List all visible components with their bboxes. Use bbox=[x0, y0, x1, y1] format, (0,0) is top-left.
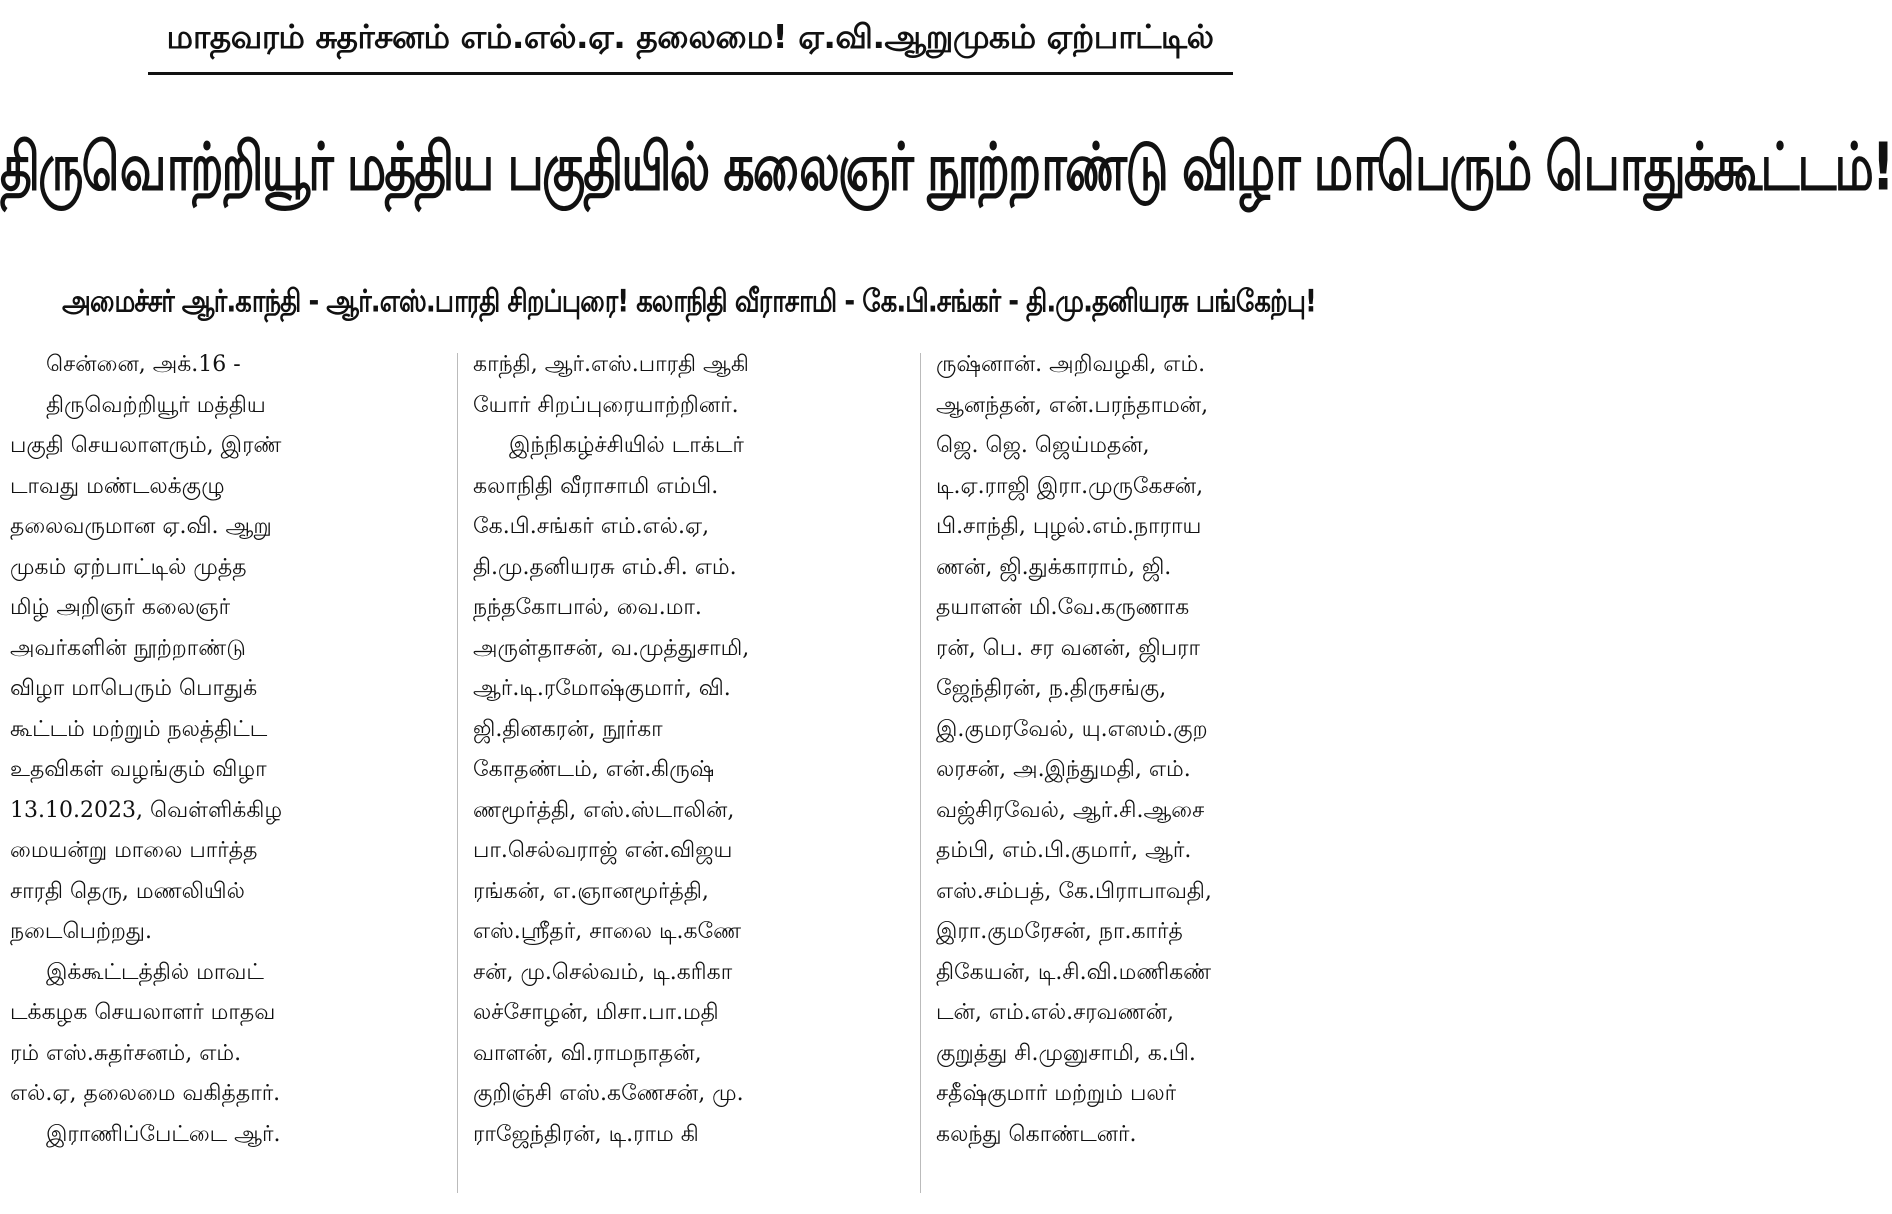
column-line: ஆர்.டி.ரமோஷ்குமார், வி. bbox=[473, 676, 731, 701]
column-line: மிழ் அறிஞர் கலைஞர் bbox=[10, 595, 231, 620]
column-line: டன், எம்.எல்.சரவணன், bbox=[936, 1000, 1175, 1025]
column-line: எஸ்.ஸ்ரீதர், சாலை டி.கணே bbox=[473, 919, 742, 944]
column-line: சாரதி தெரு, மணலியில் bbox=[10, 878, 245, 904]
column-line: ணன், ஜி.துக்காராம், ஜி. bbox=[936, 554, 1172, 580]
column-line: ருஷ்னான். அறிவழகி, எம். bbox=[936, 352, 1206, 377]
column-line: டக்கழக செயலாளர் மாதவ bbox=[10, 1000, 276, 1025]
column-line: ரம் எஸ்.சுதர்சனம், எம். bbox=[10, 1040, 242, 1066]
column-line: திகேயன், டி.சி.வி.மணிகண் bbox=[936, 959, 1212, 985]
column-line: காந்தி, ஆர்.எஸ்.பாரதி ஆகி bbox=[473, 352, 749, 377]
column-line: டி.ஏ.ராஜி இரா.முருகேசன், bbox=[936, 473, 1204, 499]
column-line: வஜ்சிரவேல், ஆர்.சி.ஆசை bbox=[936, 797, 1205, 823]
column-line: விழா மாபெரும் பொதுக் bbox=[10, 676, 258, 701]
column-line: தலைவருமான ஏ.வி. ஆறு bbox=[10, 514, 272, 539]
article-body bbox=[0, 345, 1378, 1205]
column-line: இ.குமரவேல், யு.எஸம்.குற bbox=[936, 716, 1208, 742]
column-line: ஜெ. ஜெ. ஜெய்மதன், bbox=[936, 433, 1150, 458]
column-line: முகம் ஏற்பாட்டில் முத்த bbox=[10, 554, 247, 580]
column-line: சதீஷ்குமார் மற்றும் பலர் bbox=[936, 1081, 1177, 1106]
body-column-3 bbox=[936, 345, 1361, 1155]
column-line: கூட்டம் மற்றும் நலத்திட்ட bbox=[10, 716, 268, 742]
column-line: மையன்று மாலை பார்த்த bbox=[10, 838, 258, 863]
column-line: குறுத்து சி.முனுசாமி, க.பி. bbox=[936, 1040, 1196, 1066]
column-line: தயாளன் மி.வே.கருணாக bbox=[936, 595, 1190, 620]
column-line: லச்சோழன், மிசா.பா.மதி bbox=[473, 1000, 719, 1025]
column-line: நந்தகோபால், வை.மா. bbox=[473, 595, 702, 620]
column-line: பி.சாந்தி, புழல்.எம்.நாராய bbox=[936, 514, 1202, 539]
column-line: 13.10.2023, வெள்ளிக்கிழ bbox=[10, 797, 283, 823]
column-line: ஜி.தினகரன், நூர்கா bbox=[473, 716, 663, 742]
column-line: கே.பி.சங்கர் எம்.எல்.ஏ, bbox=[473, 514, 710, 539]
column-line: இரா.குமரேசன், நா.கார்த் bbox=[936, 919, 1183, 944]
column-line: உதவிகள் வழங்கும் விழா bbox=[10, 757, 267, 782]
column-divider bbox=[920, 353, 921, 1193]
column-line: பகுதி செயலாளரும், இரண் bbox=[10, 433, 282, 458]
column-line: யோர் சிறப்புரையாற்றினர். bbox=[473, 392, 739, 418]
column-line: குறிஞ்சி எஸ்.கணேசன், மு. bbox=[473, 1081, 744, 1106]
column-line: எஸ்.சம்பத், கே.பிராபாவதி, bbox=[936, 878, 1212, 904]
column-divider bbox=[457, 353, 458, 1193]
column-line: இக்கூட்டத்தில் மாவட் bbox=[46, 959, 264, 985]
headline: திருவொற்றியூர் மத்திய பகுதியில் கலைஞர் நூற்றாண்டு விழா மாபெரும் பொதுக்கூட்டம்! bbox=[0, 128, 1892, 206]
kicker-line: மாதவரம் சுதர்சனம் எம்.எல்.ஏ. தலைமை! ஏ.வி.ஆறுமுகம் ஏற்பாட்டில் bbox=[166, 17, 1214, 56]
column-line: டாவது மண்டலக்குழு bbox=[10, 473, 225, 499]
column-line: ராஜேந்திரன், டி.ராம கி bbox=[473, 1121, 699, 1147]
column-line: பா.செல்வராஜ் என்.விஜய bbox=[473, 838, 733, 863]
column-line: திருவெற்றியூர் மத்திய bbox=[46, 392, 266, 418]
column-line: இராணிப்பேட்டை ஆர். bbox=[46, 1121, 281, 1147]
column-line: கோதண்டம், என்.கிருஷ் bbox=[473, 757, 715, 782]
column-line: எல்.ஏ, தலைமை வகித்தார். bbox=[10, 1081, 281, 1106]
column-line: அவர்களின் நூற்றாண்டு bbox=[10, 635, 246, 661]
column-line: அருள்தாசன், வ.முத்துசாமி, bbox=[473, 635, 750, 661]
column-line: ரன், பெ. சர வனன், ஜிபரா bbox=[936, 635, 1201, 661]
body-column-1 bbox=[10, 345, 445, 1155]
column-line: லரசன், அ.இந்துமதி, எம். bbox=[936, 757, 1191, 782]
column-line: நடைபெற்றது. bbox=[10, 919, 152, 944]
column-line: தி.மு.தனியரசு எம்.சி. எம். bbox=[473, 554, 737, 580]
column-line: ஆனந்தன், என்.பரந்தாமன், bbox=[936, 392, 1209, 418]
column-line: ரங்கன், எ.ஞானமூர்த்தி, bbox=[473, 878, 709, 904]
column-line: ணமூர்த்தி, எஸ்.ஸ்டாலின், bbox=[473, 797, 735, 823]
body-column-2 bbox=[473, 345, 905, 1155]
subheadline: அமைச்சர் ஆர்.காந்தி - ஆர்.எஸ்.பாரதி சிறப்புரை! கலாநிதி வீராசாமி - கே.பி.சங்கர் - தி.மு.தனியரசு பங்கேற்பு! bbox=[62, 284, 1316, 320]
column-line: சன், மு.செல்வம், டி.கரிகா bbox=[473, 959, 733, 985]
column-line: தம்பி, எம்.பி.குமார், ஆர். bbox=[936, 838, 1192, 863]
column-line: இந்நிகழ்ச்சியில் டாக்டர் bbox=[509, 433, 744, 458]
column-line: ஜேந்திரன், ந.திருசங்கு, bbox=[936, 676, 1167, 701]
column-line: கலாநிதி வீராசாமி எம்பி. bbox=[473, 473, 719, 499]
column-line: வாளன், வி.ராமநாதன், bbox=[473, 1040, 702, 1066]
column-line: கலந்து கொண்டனர். bbox=[936, 1121, 1137, 1147]
column-line: சென்னை, அக்.16 - bbox=[46, 352, 241, 377]
